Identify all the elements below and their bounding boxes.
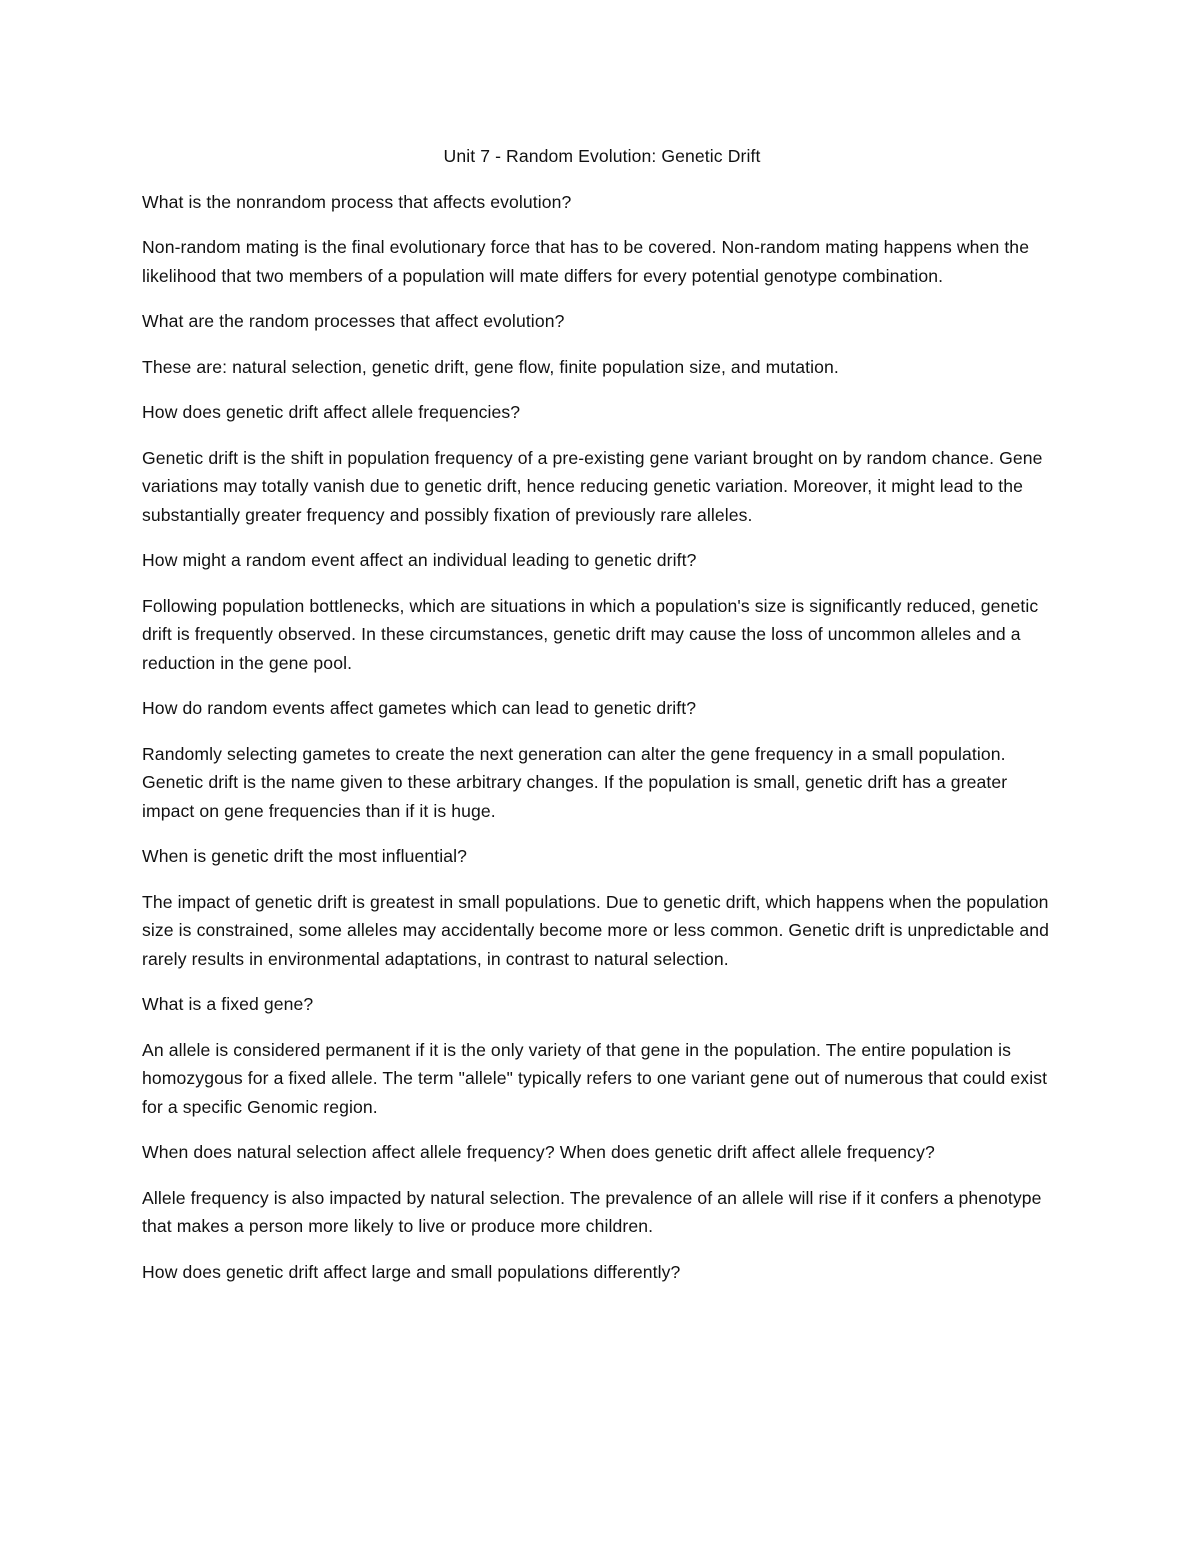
question-7: What is a fixed gene? [142,994,314,1014]
question-6: When is genetic drift the most influential? [142,846,468,866]
answer-2: These are: natural selection, genetic drift, gene flow, finite population size, and mutation. [142,356,839,377]
question-5: How do random events affect gametes which can lead to genetic drift? [142,698,697,718]
answer-8: Allele frequency is also impacted by natural selection. The prevalence of an allele will rise if it confers a phenotype that makes a person more likely to live or produce more children. [142,1187,1042,1236]
answer-1: Non-random mating is the final evolutionary force that has to be covered. Non-random mating happens when the likelihood that two members of a population will mate differs for every potential genotype combination. [142,237,1030,286]
document-title: Unit 7 - Random Evolution: Genetic Drift [443,146,761,166]
question-9: How does genetic drift affect large and small populations differently? [142,1261,681,1282]
question-8: When does natural selection affect allele frequency? When does genetic drift affect allele frequency? [142,1142,935,1162]
answer-3: Genetic drift is the shift in population frequency of a pre-existing gene variant brought on by random chance. Gene variations may totally vanish due to genetic drift, hence reducing genetic variation. Moreover, it might lead to the substantially greater frequency and possibly fixation of previously rare alleles. [142,447,1043,525]
question-1: What is the nonrandom process that affects evolution? [142,191,572,212]
question-4: How might a random event affect an individual leading to genetic drift? [142,550,697,570]
question-3: How does genetic drift affect allele frequencies? [142,402,521,422]
answer-4: Following population bottlenecks, which are situations in which a population's size is significantly reduced, genetic drift is frequently observed. In these circumstances, genetic drift may cause the loss of uncommon alleles and a reduction in the gene pool. [142,595,1039,673]
document-page [142,142,1062,1303]
question-2: What are the random processes that affect evolution? [142,311,565,331]
answer-6: The impact of genetic drift is greatest in small populations. Due to genetic drift, which happens when the population size is constrained, some alleles may accidentally become more or less common. Genetic drift is unpredictable and rarely results in environmental adaptations, in contrast to natural selection. [142,891,1050,969]
answer-5: Randomly selecting gametes to create the next generation can alter the gene frequency in a small population. Genetic drift is the name given to these arbitrary changes. If the population is small, genetic drift has a greater impact on gene frequencies than if it is huge. [142,743,1008,821]
answer-7: An allele is considered permanent if it is the only variety of that gene in the population. The entire population is homozygous for a fixed allele. The term "allele" typically refers to one variant gene out of numerous that could exist for a specific Genomic region. [142,1039,1048,1117]
